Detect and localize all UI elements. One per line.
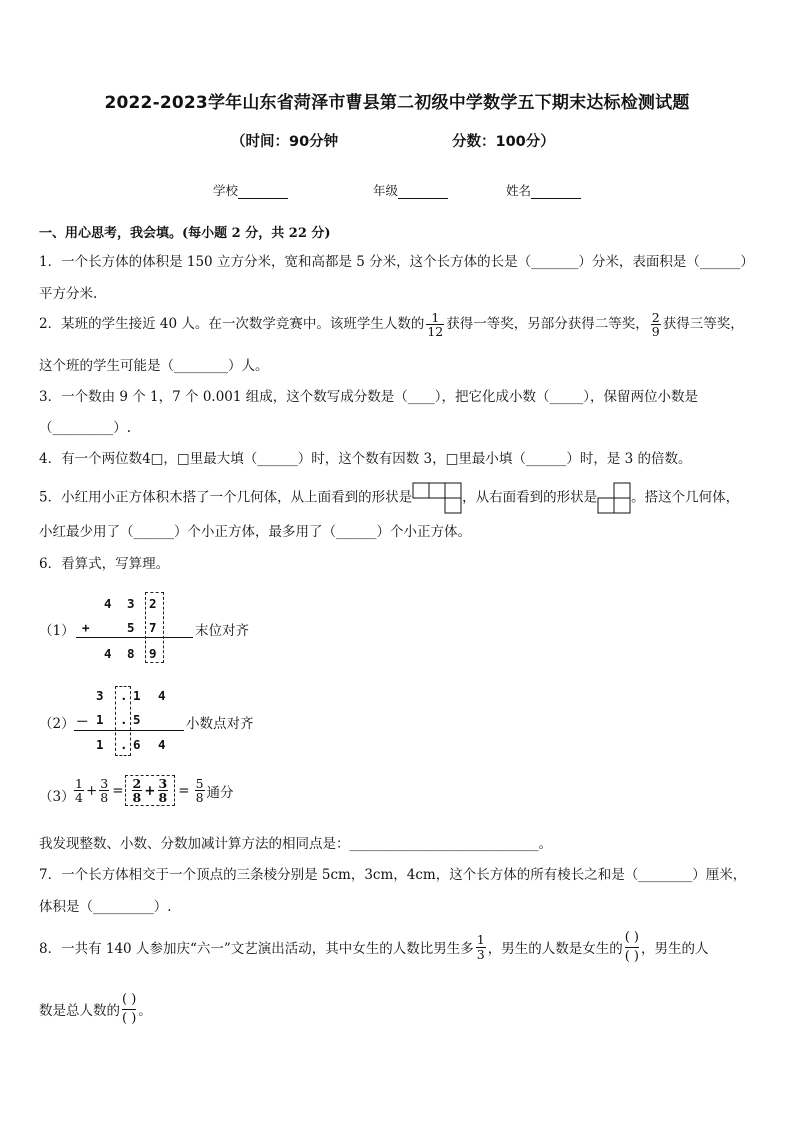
q6-heading: 6．看算式，写算理。 (39, 556, 170, 572)
q8-text-d: 数是总人数的 (39, 1003, 120, 1020)
calc1-digit: 4 (104, 596, 112, 611)
calc1-rule (76, 637, 193, 638)
fraction-1-3: $\frac{1}{3}$ (476, 932, 485, 962)
q3-line1: 3．一个数由 9 个 1，7 个 0.001 组成，这个数写成分数是（____），把它化成小数（_____），保留两位小数是 (39, 389, 699, 405)
q2-text-a: 2．某班的学生接近 40 人。在一次数学竞赛中。该班学生人数的 (39, 316, 425, 333)
plus-sign: + (85, 782, 98, 799)
plus-sign: + (144, 782, 156, 799)
calc1-digit: 7 (149, 620, 157, 635)
calc1-digit: 4 (104, 646, 112, 661)
fraction-1-12: $\frac{1}{12}$ (427, 310, 444, 340)
calc2-label: （2） (39, 716, 75, 732)
right-view-shape-icon (597, 482, 631, 514)
q6-finding: 我发现整数、小数、分数加减计算方法的相同点是：____________________________。 (39, 836, 552, 852)
calc3-note: 通分 (206, 784, 234, 801)
q8-line2 (39, 991, 152, 1027)
calc2-digit: 5 (133, 712, 141, 727)
grade-blank[interactable] (398, 198, 448, 199)
calc2-digit: 1 (133, 688, 141, 703)
time-limit: （时间：90分钟 (231, 134, 339, 150)
equals-sign: = (112, 782, 124, 799)
q4-line1: 4．有一个两位数4□，□里最大填（______）时，这个数有因数 3，□里最小填（______）时，是 3 的倍数。 (39, 451, 692, 467)
answer-fraction-blank[interactable]: $\frac{( )}{( )}$ (122, 992, 137, 1026)
fraction-1-4: $\frac{1}{4}$ (75, 776, 83, 806)
top-view-shape-icon (412, 482, 462, 514)
answer-fraction-blank[interactable]: $\frac{( )}{( )}$ (624, 930, 639, 964)
plus-sign: + (82, 620, 90, 635)
total-score: 分数：100分） (452, 134, 555, 150)
q7-line2: 体积是（_________）. (39, 899, 172, 915)
grade-field (373, 181, 448, 199)
q8-text-e: 。 (138, 1003, 152, 1020)
q8-text-b: ，男生的人数是女生的 (487, 941, 623, 958)
q7-line1: 7．一个长方体相交于一个顶点的三条棱分别是 5cm，3cm，4cm，这个长方体的所有棱长之和是（________）厘米， (39, 867, 747, 883)
q2-text-c: 获得三等奖， (662, 316, 744, 333)
calc2-note: 小数点对齐 (186, 716, 254, 732)
name-field (506, 181, 581, 199)
calc2-digit: . (120, 712, 128, 727)
calc1-digit: 8 (127, 646, 135, 661)
calc2-digit: 1 (96, 737, 104, 752)
q3-line2: （_________）. (39, 420, 132, 436)
fraction-3-8: $\frac{3}{8}$ (100, 776, 109, 806)
calc1-label: （1） (39, 623, 75, 639)
calc2-digit: 3 (96, 688, 104, 703)
q2-text-b: 获得一等奖，另部分获得二等奖， (446, 316, 649, 333)
calc3-expression (72, 775, 234, 806)
calc2-digit: . (120, 737, 128, 752)
calc1-note: 末位对齐 (195, 623, 249, 639)
calc1-digit: 5 (127, 620, 135, 635)
fraction-3-8: $\frac{3}{8}$ (158, 776, 168, 806)
calc2-digit: 4 (158, 737, 166, 752)
calc2-digit: 4 (158, 688, 166, 703)
calc3-label: （3） (39, 789, 75, 805)
fraction-2-8: $\frac{2}{8}$ (132, 776, 142, 806)
q8-text-a: 8．一共有 140 人参加庆“六一”文艺演出活动，其中女生的人数比男生多 (39, 941, 474, 958)
q5-line1 (39, 482, 739, 514)
equals-sign: = (178, 782, 190, 799)
q5-text-a: 5．小红用小正方体积木搭了一个几何体，从上面看到的形状是 (39, 489, 413, 506)
q2-line1 (39, 311, 744, 338)
last-digit-highlight (145, 592, 164, 663)
decimal-point-highlight (115, 686, 131, 756)
exam-title: 2022-2023学年山东省菏泽市曹县第二初级中学数学五下期末达标检测试题 (104, 93, 690, 113)
grade-label: 年级 (373, 183, 399, 198)
q1-line2: 平方分米. (39, 286, 98, 302)
fraction-5-8: $\frac{5}{8}$ (195, 776, 204, 806)
q5-text-b: ，从右面看到的形状是 (462, 489, 598, 506)
common-denominator-highlight (125, 775, 176, 806)
school-blank[interactable] (238, 198, 288, 199)
school-label: 学校 (213, 183, 239, 198)
calc2-digit: . (120, 688, 128, 703)
q8-line1 (39, 929, 708, 965)
section-heading: 一、用心思考，我会填。(每小题 2 分，共 22 分) (39, 226, 331, 241)
q2-line2: 这个班的学生可能是（________）人。 (39, 358, 269, 374)
name-blank[interactable] (531, 198, 581, 199)
calc2-digit: 6 (133, 737, 141, 752)
school-field (213, 181, 288, 199)
calc1-digit: 9 (149, 646, 157, 661)
calc1-digit: 3 (127, 596, 135, 611)
q8-text-c: ，男生的人 (640, 941, 709, 958)
q5-line2: 小红最少用了（______）个小正方体，最多用了（______）个小正方体。 (39, 524, 471, 540)
name-label: 姓名 (506, 183, 532, 198)
calc1-digit: 2 (149, 596, 157, 611)
q5-text-c: 。搭这个几何体， (631, 489, 740, 506)
minus-sign: － (76, 714, 89, 729)
fraction-2-9: $\frac{2}{9}$ (651, 310, 660, 340)
q1-line1: 1．一个长方体的体积是 150 立方分米，宽和高都是 5 分米，这个长方体的长是（_______）分米，表面积是（______） (39, 254, 754, 270)
calc2-digit: 1 (96, 712, 104, 727)
